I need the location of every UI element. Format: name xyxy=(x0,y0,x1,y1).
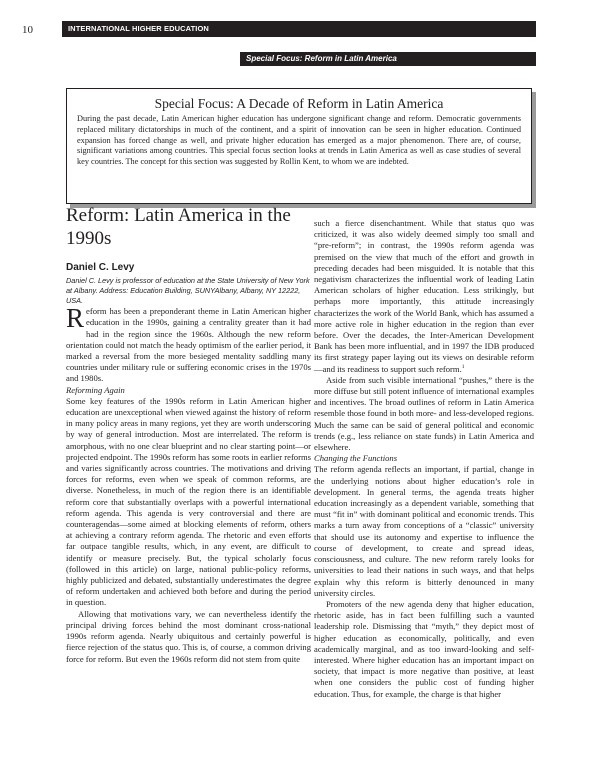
body-paragraph: Aside from such visible international “pushes,” there is the more diffuse but still potent influence of international examples and incentives. The broad outlines of reform in Latin America resemble those found in both more- and less-developed regions. Much the same can be said of general political and economic trends (e.g., less reliance on state funds) in Latin America and elsewhere. xyxy=(314,374,534,453)
lead-paragraph-text: eform has been a preponderant theme in Latin American higher education in the 1990s, gaining a centrality greater than it had had in the region since the 1960s. Although the new reform orientation could not match the heady optimism of the earlier period, it marked a reversal from the more besieged mentality saddling many countries under military rule or suffering economic crises in the 1970s and 1980s. xyxy=(66,306,311,384)
body-paragraph xyxy=(314,218,534,375)
body-paragraph: The reform agenda reflects an important, if partial, change in the underlying notions about higher education’s role in development. In general terms, the agenda treats higher education increasingly as a dependent variable, something that must “fit in” with dominant political and economic trends. This marks a turn away from conceptions of a “classic” university that should use its autonomy and expertise to influence the course of development, to create and spread ideas, consciousness, and culture. The new reform rarely looks for universities to lead their nations in such ways, and that helps explain why this reform is bitterly denounced in many university circles. xyxy=(314,464,534,598)
author-name: Daniel C. Levy xyxy=(66,262,135,273)
section-heading-reforming-again: Reforming Again xyxy=(66,384,125,395)
article-column-right xyxy=(314,218,534,700)
lead-paragraph xyxy=(66,303,311,384)
section-header-bar: INTERNATIONAL HIGHER EDUCATION xyxy=(62,21,536,37)
body-paragraph: Allowing that motivations vary, we can nevertheless identify the principal driving forces behind the most dominant cross-national 1990s reform agenda. Nearly ubiquitous and certainly powerful is fierce rejection of the status quo. This is, of course, a common driving force for reform. But even the 1960s reform did not stem from quite xyxy=(66,608,311,664)
special-focus-body: During the past decade, Latin American higher education has undergone significant change and reform. Democratic governments replaced military dictatorships in much of the continent, and a spirit of innovation can be seen in higher education. Continued expansion has forced change as well, and private higher education has emerged as a major phenomenon. There are, of course, significant variations among countries. This special focus section looks at trends in Latin America as well as case studies of several key countries. The concept for this section was suggested by Rollin Kent, to whom we are indebted. xyxy=(77,114,521,167)
special-focus-title: Special Focus: A Decade of Reform in Latin America xyxy=(154,96,444,111)
author-bio: Daniel C. Levy is professor of education at the State University of New York at Albany. Address: Education Building, SUNYAlbany, Albany, NY 12222, USA. xyxy=(66,276,310,306)
page-number: 10 xyxy=(22,24,33,36)
body-paragraph: Promoters of the new agenda deny that higher education, rhetoric aside, has in fact been fulfilling such a vaunted leadership role. Dismissing that “myth,” they depict most of higher education as economically, politically, and even academically marginal, and as too inward-looking and self-interested. Where higher education has an important impact on society, that impact is more negative than positive, at least when one considers the public cost of funding higher education. Thus, for example, the charge is that higher xyxy=(314,598,534,699)
special-focus-box xyxy=(66,88,532,204)
drop-cap: R xyxy=(66,303,85,334)
article-title: Reform: Latin America in the 1990s xyxy=(66,205,291,249)
body-paragraph: Some key features of the 1990s reform in Latin American higher education are unexceptional when viewed against the history of reform in many policy areas in many regions, yet they are worth underscoring by way of general introduction. Most are interrelated. The reform is amorphous, with no one clear blueprint and no clear starting point—or projected endpoint. The 1990s reform has some roots in earlier reforms and varies significantly across countries. The motivations and driving forces for reforms, even when we speak of common reforms, are diverse. Nonetheless, in much of the region there is an identifiable reform core that substantially overlaps with a powerful international reform agenda. This agenda is very controversial and there are counteragendas—some aimed at blocking elements of reform, others at achieving a contrary reform agenda. The rhetoric and even efforts far outpace tangible results, which, in any event, are difficult to identify or measure precisely. But, the typical scholarly focus (followed in this article) on large, national public-policy reforms, highly publicized and debated, substantially underestimates the degree of reform undertaken and achieved both before and during the period in question. xyxy=(66,395,311,608)
footnote-reference[interactable]: 1 xyxy=(461,363,465,370)
subsection-header-bar: Special Focus: Reform in Latin America xyxy=(240,52,536,66)
section-heading-changing-functions: Changing the Functions xyxy=(314,453,398,464)
body-paragraph-text: such a fierce disenchantment. While that status quo was criticized, it was also widely deemed simply too small and “pre-reform”; in contrast, the 1990s reform agenda was premised on the view that much of the effort and growth in preceding decades had been misguided. It is notable that this negativism characterizes the influential work of leading Latin American scholars of higher education. Less strikingly, but perhaps more importantly, this attitude increasingly characterizes the work of the World Bank, which has assumed a more active role in higher education in the region than ever before. Over the decades, the Inter-American Development Bank has been more influential, and in 1997 the IDB produced its first strategy paper laying out its views on desirable reform—and its readiness to support such reform. xyxy=(314,218,534,374)
article-column-left xyxy=(66,205,311,665)
